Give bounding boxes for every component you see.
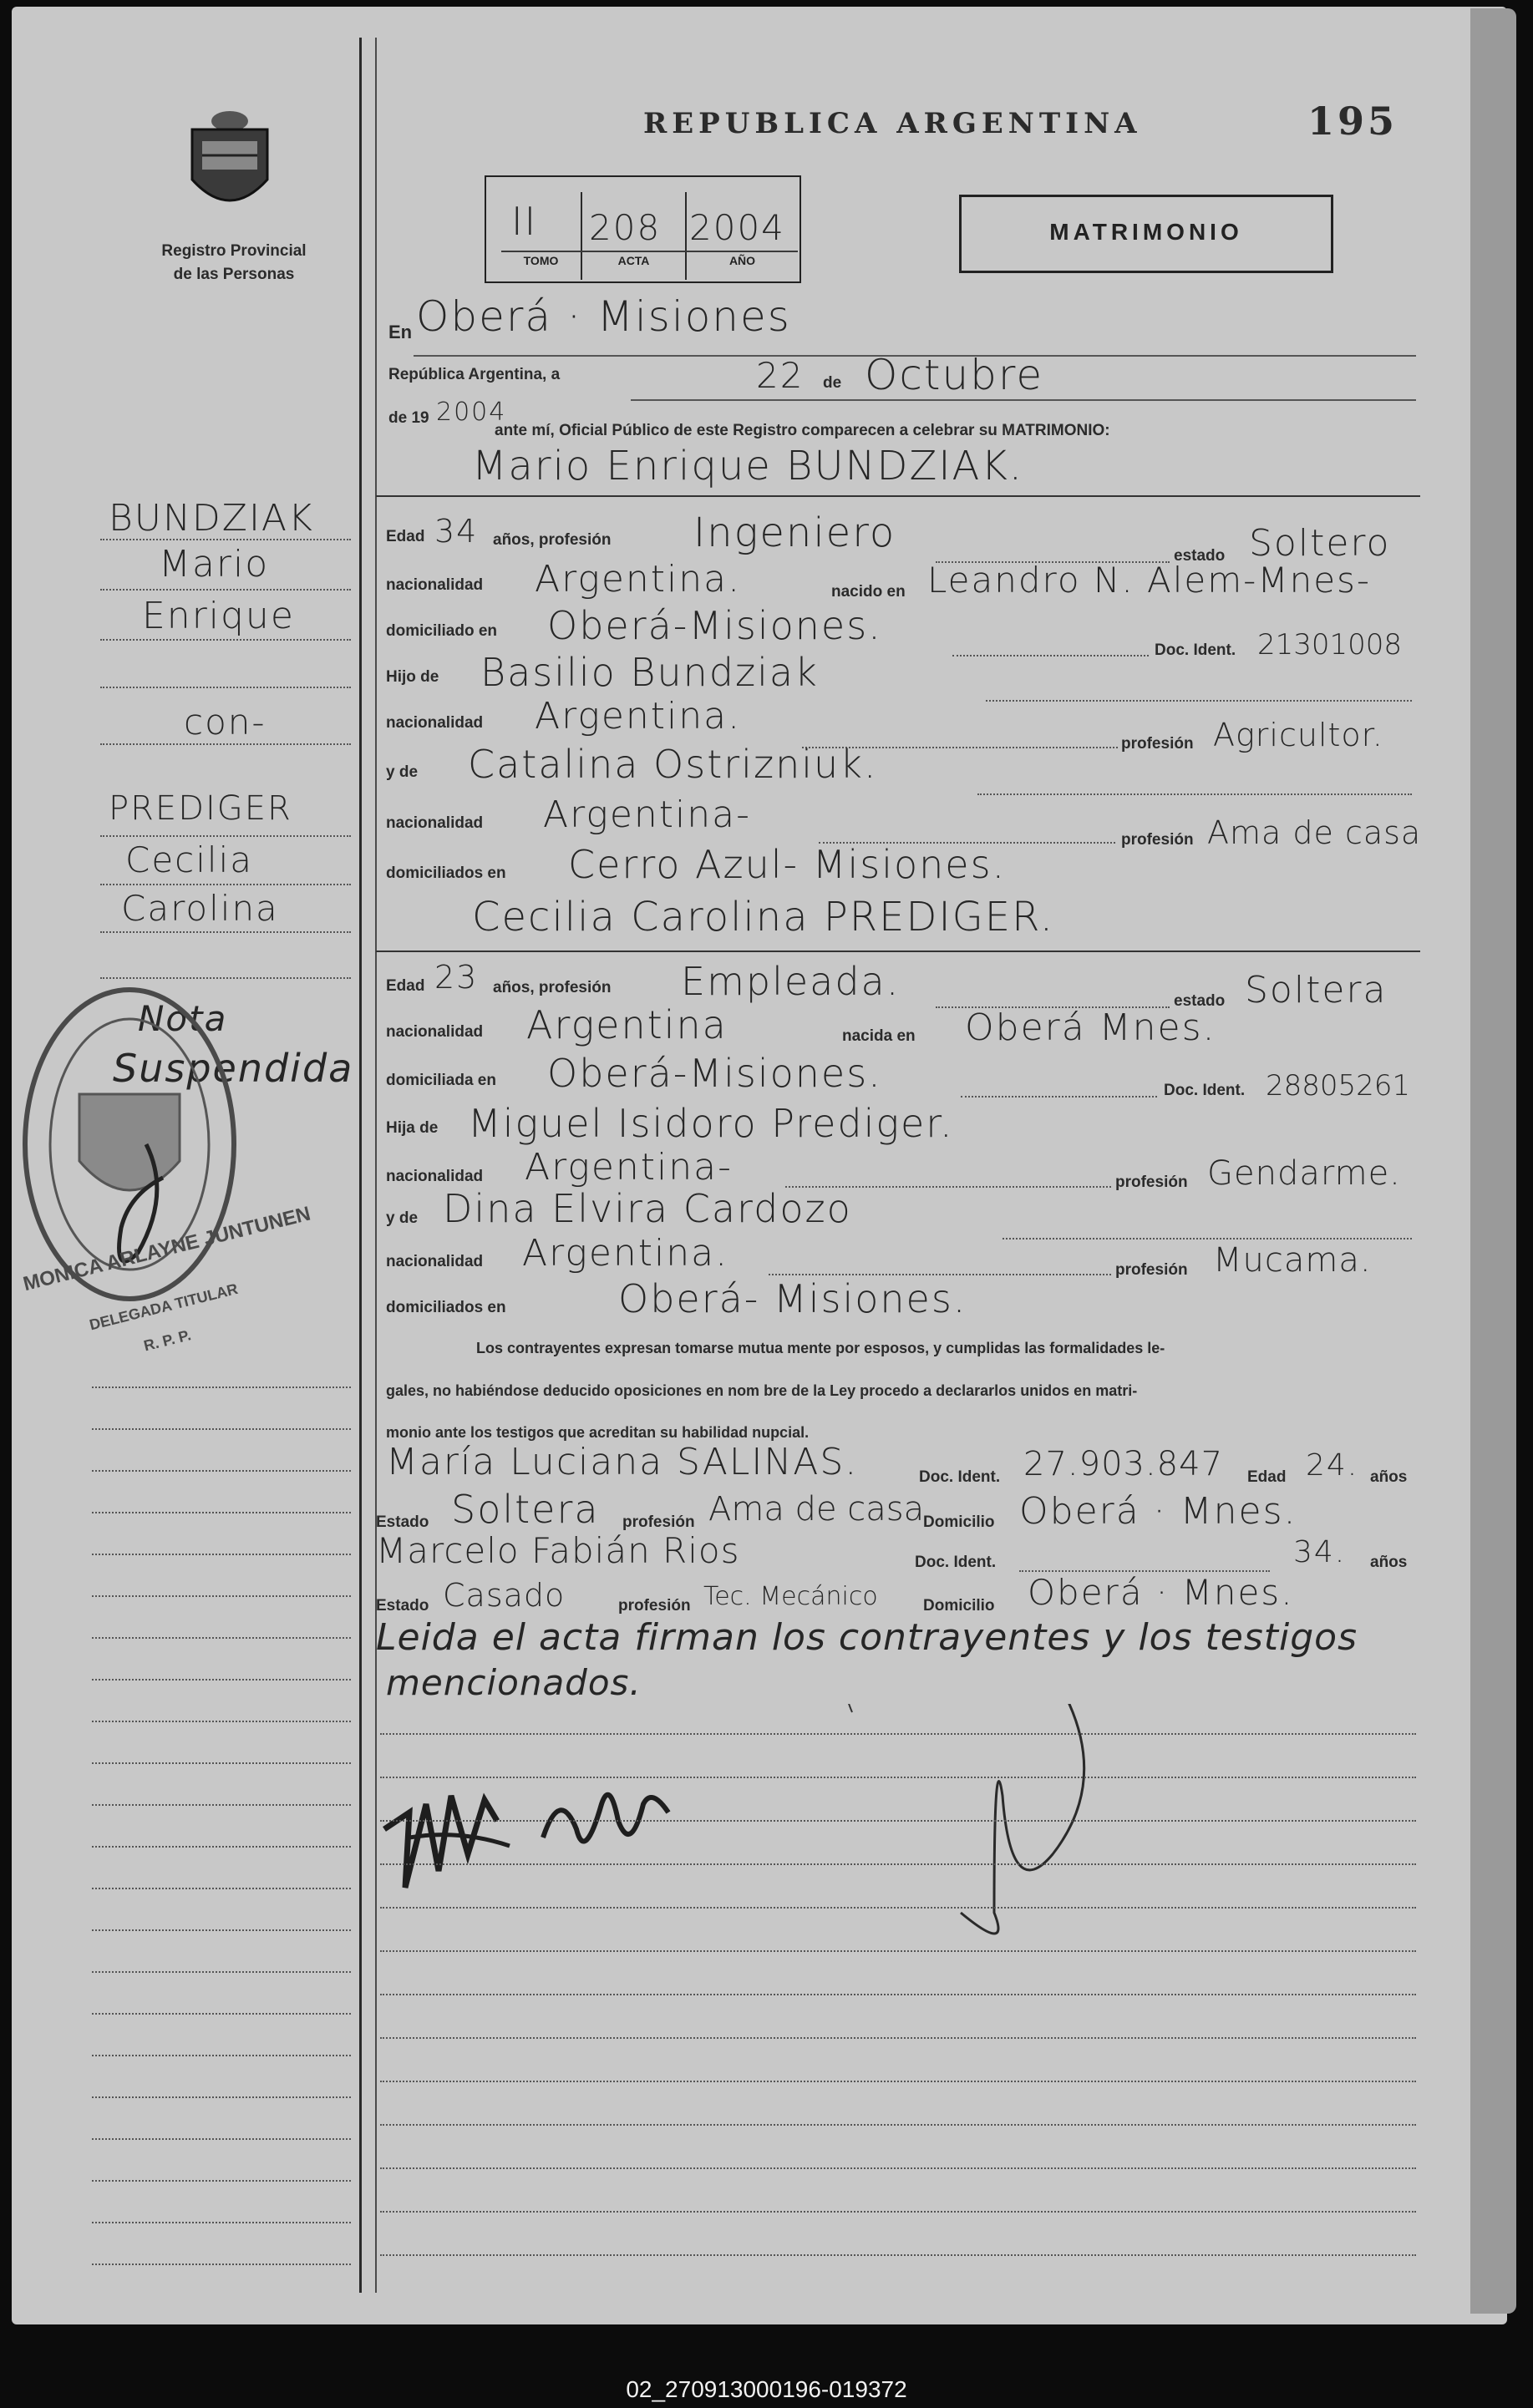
bride-madre-nac: Argentina. — [522, 1232, 729, 1275]
groom-padre-prof-label: profesión — [1121, 735, 1194, 753]
body-line — [380, 2211, 1416, 2213]
signatures-icon — [359, 1704, 1111, 1971]
bride-profesion-label: años, profesión — [493, 979, 612, 996]
groom-estado-label: estado — [1174, 547, 1226, 565]
closing-line2: mencionados. — [386, 1662, 642, 1703]
margin-note-2: Suspendida — [113, 1046, 354, 1091]
registry-seal-icon — [184, 104, 276, 221]
line — [952, 655, 1149, 656]
groom-full-name: Mario Enrique BUNDZIAK. — [472, 443, 1024, 489]
intro-place: Oberá · Misiones — [416, 292, 791, 341]
margin-line — [100, 639, 351, 641]
stamp-org: R. P. P. — [142, 1326, 193, 1355]
stamp-role: DELEGADA TITULAR — [88, 1280, 240, 1334]
margin-bride-name1: Cecilia — [125, 839, 254, 880]
witness1-estado-label: Estado — [376, 1513, 429, 1531]
groom-estado: Soltero — [1249, 522, 1391, 565]
witness1-anos-label: años — [1370, 1468, 1408, 1486]
groom-padre: Basilio Bundziak — [480, 650, 819, 695]
body-line — [380, 1863, 1416, 1865]
year-prefix: de 19 — [388, 409, 429, 427]
margin-line — [100, 539, 351, 540]
margin-groom-surname: BUNDZIAK — [109, 497, 314, 540]
box-divider — [501, 251, 798, 252]
witness2-estado: Casado — [443, 1577, 566, 1614]
margin-bride-name2: Carolina — [121, 888, 279, 929]
margin-line — [92, 1595, 351, 1597]
margin-line — [92, 1929, 351, 1931]
witness2-prof-label: profesión — [618, 1597, 691, 1615]
margin-con: con- — [184, 702, 266, 743]
margin-line — [92, 2222, 351, 2223]
intro-day: 22 — [756, 355, 805, 396]
republica-label: República Argentina, a — [388, 366, 561, 383]
line — [986, 700, 1412, 702]
witness1-doc-label: Doc. Ident. — [919, 1468, 1001, 1486]
groom-profesion-label: años, profesión — [493, 531, 612, 549]
line — [961, 1096, 1157, 1098]
groom-madre-nac: Argentina- — [543, 793, 751, 836]
bride-doc-label: Doc. Ident. — [1164, 1082, 1246, 1099]
margin-line — [92, 2264, 351, 2265]
margin-line — [100, 743, 351, 745]
groom-domiciliados-label: domiciliados en — [386, 864, 506, 882]
body-line — [380, 2037, 1416, 2039]
page-number: 195 — [1307, 99, 1398, 144]
margin-line — [92, 1512, 351, 1513]
bride-domicilio: Oberá-Misiones. — [547, 1051, 882, 1096]
margin-line — [92, 1679, 351, 1681]
bride-nacionalidad-label: nacionalidad — [386, 1023, 484, 1041]
groom-padres-dom: Cerro Azul- Misiones. — [568, 842, 1007, 887]
margin-line — [100, 931, 351, 933]
bride-madre-prof-label: profesión — [1115, 1261, 1188, 1279]
bride-padre-nac-label: nacionalidad — [386, 1168, 484, 1185]
witness2-dom: Oberá · Mnes. — [1028, 1572, 1294, 1613]
witness1-prof: Ama de casa — [708, 1490, 925, 1528]
groom-nacionalidad-label: nacionalidad — [386, 576, 484, 594]
section-line — [376, 495, 1420, 497]
margin-line — [92, 2180, 351, 2182]
intro-month: Octubre — [865, 351, 1044, 399]
margin-line — [100, 687, 351, 688]
file-id-caption: 02_270913000196-019372 — [0, 2370, 1533, 2408]
groom-edad-label: Edad — [386, 528, 425, 545]
groom-doc: 21301008 — [1257, 628, 1403, 662]
groom-domicilio-label: domiciliado en — [386, 622, 498, 640]
intro-year: 2004 — [436, 398, 507, 427]
line — [631, 399, 1416, 401]
margin-line — [92, 1387, 351, 1388]
witness2-name: Marcelo Fabián Rios — [376, 1530, 740, 1571]
groom-hijo-label: Hijo de — [386, 668, 439, 686]
bride-edad: 23 — [434, 959, 479, 996]
groom-madre-prof-label: profesión — [1121, 831, 1194, 849]
witness2-anos-label: años — [1370, 1554, 1408, 1571]
margin-line — [92, 1888, 351, 1889]
groom-nacido-label: nacido en — [831, 583, 906, 601]
oath-text: ante mí, Oficial Público de este Registro comparecen a celebrar su MATRIMONIO: — [495, 422, 1110, 439]
margin-line — [92, 1428, 351, 1430]
margin-line — [92, 1637, 351, 1639]
bride-padres-dom: Oberá- Misiones. — [618, 1276, 967, 1321]
witness1-doc: 27.903.847 — [1023, 1445, 1224, 1483]
bride-padre: Miguel Isidoro Prediger. — [468, 1101, 954, 1146]
witness1-dom: Oberá · Mnes. — [1019, 1490, 1297, 1533]
body-line — [380, 2254, 1416, 2256]
bride-nacida: Oberá Mnes. — [965, 1006, 1216, 1049]
registry-name-1: Registro Provincial — [161, 242, 307, 260]
bride-full-name: Cecilia Carolina PREDIGER. — [472, 894, 1055, 940]
margin-line — [92, 1721, 351, 1722]
groom-madre: Catalina Ostrizniuk. — [468, 742, 878, 787]
ano-label: AÑO — [728, 254, 756, 267]
groom-padre-nac: Argentina. — [535, 695, 742, 738]
line — [1003, 1238, 1412, 1239]
groom-madre-prof: Ama de casa — [1207, 814, 1422, 851]
bride-yde-label: y de — [386, 1209, 419, 1227]
margin-line — [92, 2138, 351, 2140]
witness2-doc-label: Doc. Ident. — [915, 1554, 997, 1571]
declaration-line1: Los contrayentes expresan tomarse mutua mente por esposos, y cumplidas las formalidades le- — [476, 1340, 1165, 1356]
margin-line — [92, 1470, 351, 1472]
bride-madre-nac-label: nacionalidad — [386, 1253, 484, 1270]
declaration-line2: gales, no habiéndose deducido oposiciones en nom bre de la Ley procedo a declararlos unidos en matri- — [386, 1382, 1138, 1399]
bride-padre-nac: Argentina- — [525, 1146, 733, 1189]
groom-nacionalidad: Argentina. — [535, 558, 742, 601]
stamp-name: MONICA ARLAYNE JUNTUNEN — [21, 1202, 313, 1296]
margin-line — [92, 2096, 351, 2098]
bride-estado-label: estado — [1174, 992, 1226, 1010]
groom-edad: 34 — [434, 513, 479, 550]
margin-note-1: Nota — [138, 998, 228, 1039]
bride-domiciliados-label: domiciliados en — [386, 1299, 506, 1316]
body-line — [380, 1994, 1416, 1995]
witness1-dom-label: Domicilio — [923, 1513, 995, 1531]
margin-line — [92, 2013, 351, 2015]
witness1-edad: 24. — [1306, 1448, 1359, 1483]
body-line — [380, 1950, 1416, 1952]
margin-bride-surname: PREDIGER — [109, 789, 292, 828]
margin-line — [100, 884, 351, 885]
groom-padre-nac-label: nacionalidad — [386, 714, 484, 732]
closing-line1: Leida el acta firman los contrayentes y los testigos — [376, 1616, 1358, 1659]
bride-estado: Soltera — [1245, 969, 1388, 1011]
body-line — [380, 1777, 1416, 1778]
acta-value: 208 — [589, 207, 662, 248]
margin-groom-name1: Mario — [159, 543, 270, 586]
ano-value: 2004 — [689, 207, 785, 248]
line — [977, 793, 1412, 795]
country-title: REPUBLICA ARGENTINA — [643, 107, 1142, 140]
bride-domicilio-label: domiciliada en — [386, 1072, 496, 1089]
line — [769, 1274, 1111, 1275]
margin-line — [100, 835, 351, 837]
bride-nacida-label: nacida en — [842, 1027, 916, 1045]
groom-madre-nac-label: nacionalidad — [386, 814, 484, 832]
witness1-estado: Soltera — [451, 1487, 600, 1532]
bride-hija-label: Hija de — [386, 1119, 439, 1137]
groom-domicilio: Oberá-Misiones. — [547, 603, 882, 648]
declaration-line3: monio ante los testigos que acreditan su habilidad nupcial. — [386, 1424, 810, 1441]
margin-line — [92, 1804, 351, 1806]
witness1-edad-label: Edad — [1247, 1468, 1287, 1486]
margin-line — [100, 589, 351, 591]
margin-line — [92, 2055, 351, 2056]
groom-yde-label: y de — [386, 763, 419, 781]
bride-doc: 28805261 — [1266, 1069, 1411, 1103]
margin-groom-name2: Enrique — [142, 595, 295, 637]
bride-edad-label: Edad — [386, 977, 425, 995]
groom-nacido: Leandro N. Alem-Mnes- — [927, 560, 1372, 601]
witness1-prof-label: profesión — [622, 1513, 695, 1531]
tomo-label: TOMO — [523, 254, 559, 267]
witness2-dom-label: Domicilio — [923, 1597, 995, 1615]
body-line — [380, 2081, 1416, 2082]
bride-madre: Dina Elvira Cardozo — [443, 1186, 852, 1231]
margin-line — [92, 1971, 351, 1973]
witness1-name: María Luciana SALINAS. — [386, 1441, 859, 1483]
groom-padre-prof: Agricultor. — [1213, 717, 1383, 753]
margin-line — [92, 1554, 351, 1555]
en-label: En — [388, 322, 413, 342]
bride-nacionalidad: Argentina — [526, 1002, 728, 1047]
body-line — [380, 1733, 1416, 1735]
record-type: MATRIMONIO — [1049, 219, 1243, 245]
witness2-prof: Tec. Mecánico — [703, 1582, 878, 1611]
margin-line — [92, 1846, 351, 1848]
acta-label: ACTA — [617, 254, 650, 267]
bride-profesion: Empleada. — [681, 959, 901, 1004]
de-label: de — [823, 374, 842, 392]
registry-name-2: de las Personas — [173, 266, 295, 283]
bride-madre-prof: Mucama. — [1213, 1241, 1372, 1280]
body-line — [380, 2167, 1416, 2169]
witness2-edad: 34. — [1293, 1535, 1347, 1569]
groom-profesion: Ingeniero — [693, 509, 896, 556]
body-line — [380, 2124, 1416, 2126]
groom-doc-label: Doc. Ident. — [1155, 641, 1236, 659]
section-line — [376, 951, 1420, 952]
margin-line — [92, 1762, 351, 1764]
body-line — [380, 1907, 1416, 1909]
tomo-value: II — [511, 199, 538, 244]
bride-padre-prof: Gendarme. — [1207, 1154, 1401, 1193]
body-line — [380, 1820, 1416, 1822]
bride-padre-prof-label: profesión — [1115, 1174, 1188, 1191]
witness2-estado-label: Estado — [376, 1597, 429, 1615]
page-edge — [1470, 8, 1516, 2314]
